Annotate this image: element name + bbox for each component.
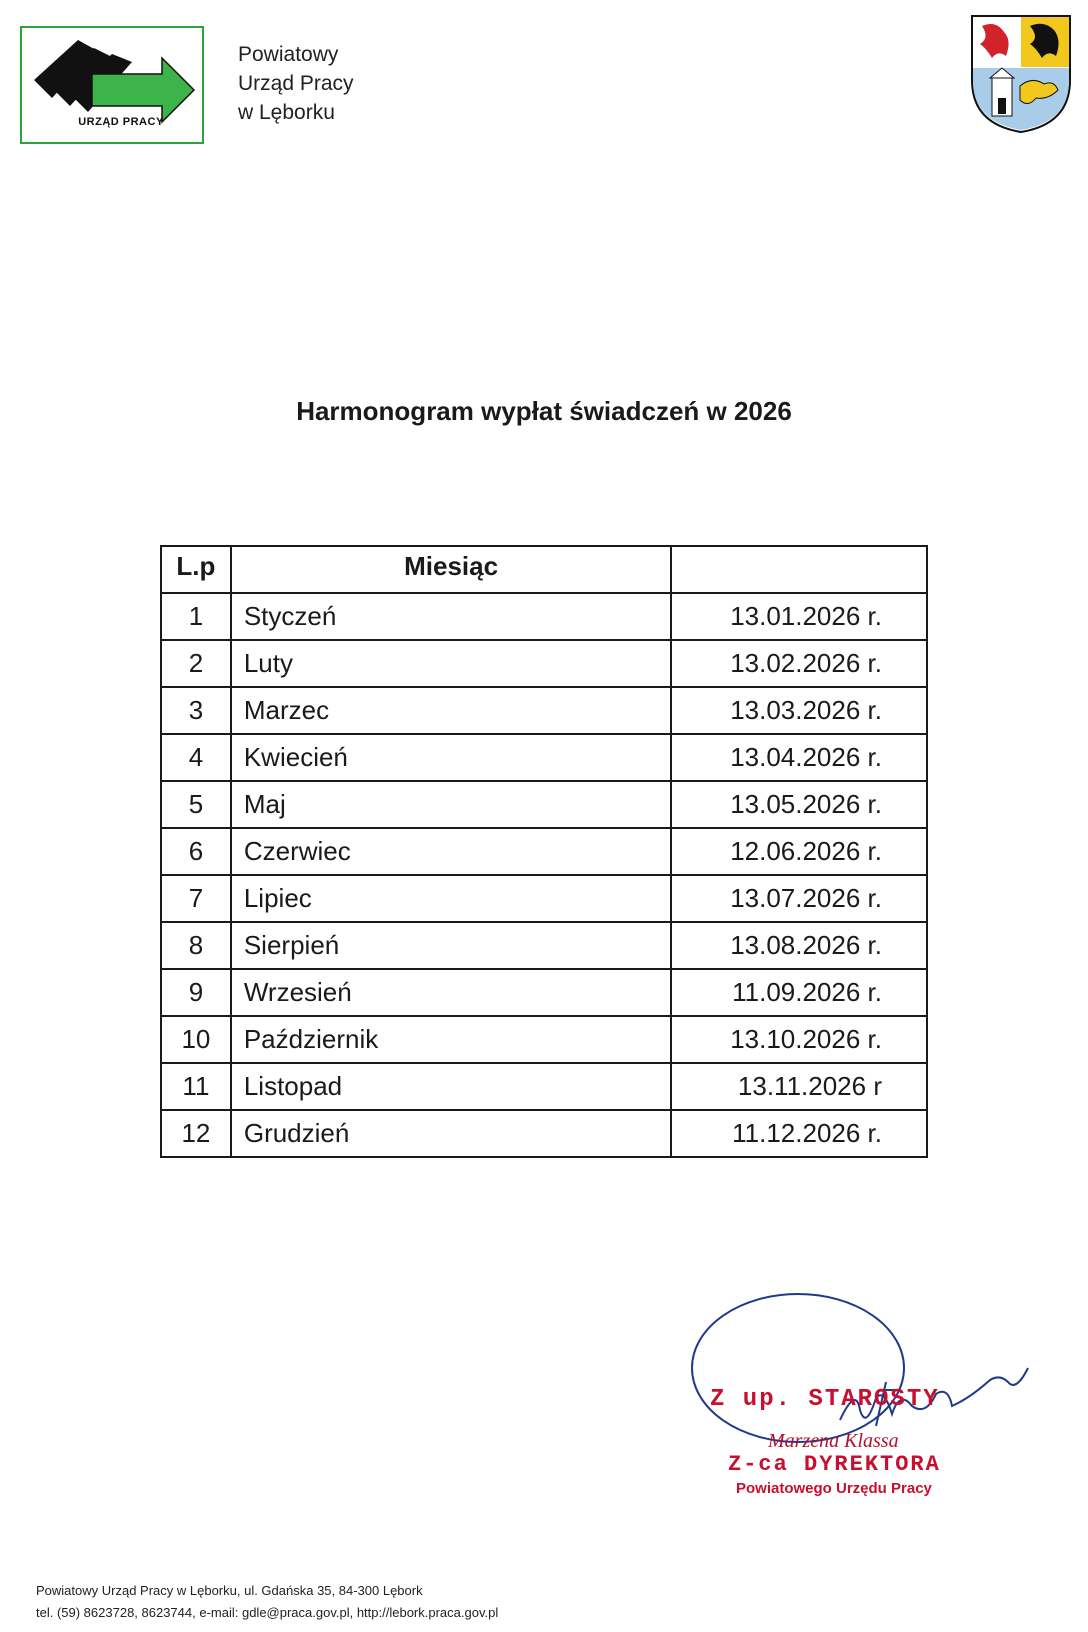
table-row [161, 828, 927, 875]
row-lp: 4 [161, 734, 231, 781]
table-row [161, 593, 927, 640]
coat-of-arms-icon [970, 14, 1072, 134]
row-lp: 7 [161, 875, 231, 922]
row-date: 13.03.2026 r. [671, 687, 927, 734]
row-month: Sierpień [231, 922, 672, 969]
stamp-line-1: Z up. STAROSTY [710, 1386, 940, 1413]
official-stamp [690, 1290, 1070, 1500]
row-date: 13.07.2026 r. [671, 875, 927, 922]
row-month: Październik [231, 1016, 672, 1063]
row-month: Luty [231, 640, 672, 687]
footer-address: Powiatowy Urząd Pracy w Lęborku, ul. Gdańska 35, 84-300 Lębork [36, 1583, 423, 1598]
row-date: 13.11.2026 r [671, 1063, 927, 1110]
row-date: 12.06.2026 r. [671, 828, 927, 875]
table-row [161, 640, 927, 687]
row-date: 13.10.2026 r. [671, 1016, 927, 1063]
row-lp: 12 [161, 1110, 231, 1157]
page-title: Harmonogram wypłat świadczeń w 2026 [296, 396, 792, 426]
row-month: Styczeń [231, 593, 672, 640]
row-month: Maj [231, 781, 672, 828]
logo-text: URZĄD PRACY [78, 116, 164, 128]
header-month: Miesiąc [231, 546, 672, 593]
row-lp: 3 [161, 687, 231, 734]
row-date: 11.12.2026 r. [671, 1110, 927, 1157]
footer-contact: tel. (59) 8623728, 8623744, e-mail: gdle@praca.gov.pl, http://lebork.praca.gov.pl [36, 1605, 499, 1620]
table-row [161, 969, 927, 1016]
office-name-line1: Powiatowy [238, 43, 339, 66]
row-lp: 6 [161, 828, 231, 875]
footer [36, 1580, 498, 1624]
row-lp: 2 [161, 640, 231, 687]
urzad-pracy-logo [20, 26, 204, 144]
row-date: 13.05.2026 r. [671, 781, 927, 828]
table-row [161, 1063, 927, 1110]
table-row [161, 922, 927, 969]
stamp-line-3: Z-ca DYREKTORA [728, 1452, 941, 1477]
row-month: Listopad [231, 1063, 672, 1110]
table-row [161, 1016, 927, 1063]
row-date: 13.02.2026 r. [671, 640, 927, 687]
table-row [161, 875, 927, 922]
table-row [161, 1110, 927, 1157]
header-date [671, 546, 927, 593]
row-lp: 1 [161, 593, 231, 640]
office-name [238, 40, 354, 127]
row-lp: 10 [161, 1016, 231, 1063]
row-month: Wrzesień [231, 969, 672, 1016]
row-lp: 8 [161, 922, 231, 969]
row-lp: 5 [161, 781, 231, 828]
table-row [161, 734, 927, 781]
office-name-line2: Urząd Pracy [238, 72, 354, 95]
office-name-line3: w Lęborku [238, 101, 335, 124]
row-lp: 9 [161, 969, 231, 1016]
table-header-row [161, 546, 927, 593]
row-month: Lipiec [231, 875, 672, 922]
stamp-name: Marzena Klassa [768, 1430, 899, 1452]
row-date: 13.08.2026 r. [671, 922, 927, 969]
row-date: 13.04.2026 r. [671, 734, 927, 781]
table-row [161, 781, 927, 828]
stamp-line-4: Powiatowego Urzędu Pracy [736, 1480, 932, 1497]
row-month: Czerwiec [231, 828, 672, 875]
row-month: Marzec [231, 687, 672, 734]
row-month: Grudzień [231, 1110, 672, 1157]
row-lp: 11 [161, 1063, 231, 1110]
table-row [161, 687, 927, 734]
row-date: 13.01.2026 r. [671, 593, 927, 640]
header-lp: L.p [161, 546, 231, 593]
row-month: Kwiecień [231, 734, 672, 781]
payout-schedule-table [160, 545, 928, 1158]
row-date: 11.09.2026 r. [671, 969, 927, 1016]
